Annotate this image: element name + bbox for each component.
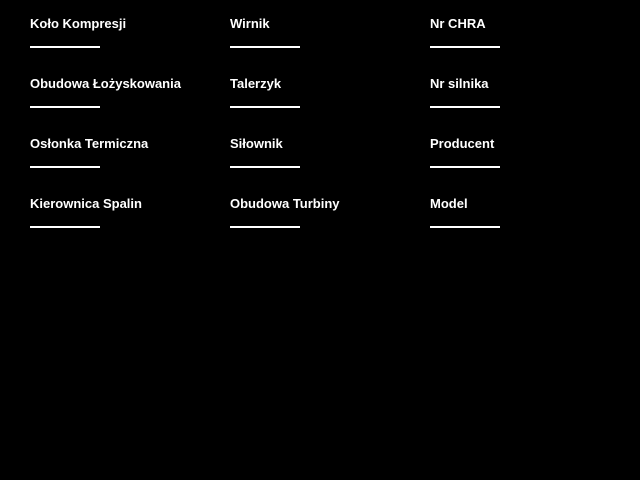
field-label-oslonka-termiczna: Osłonka Termiczna xyxy=(30,136,149,151)
input-model[interactable] xyxy=(430,214,500,228)
field-model xyxy=(430,196,620,228)
field-label-obudowa-lozyskowania: Obudowa Łożyskowania xyxy=(30,76,181,91)
input-obudowa-turbiny[interactable] xyxy=(230,214,300,228)
field-label-kierownica-spalin: Kierownica Spalin xyxy=(30,196,142,211)
field-kierownica-spalin xyxy=(30,196,220,228)
field-obudowa-lozyskowania xyxy=(30,76,220,108)
field-obudowa-turbiny xyxy=(230,196,420,228)
input-obudowa-lozyskowania[interactable] xyxy=(30,94,100,108)
field-oslonka-termiczna xyxy=(30,136,220,168)
field-silownik xyxy=(230,136,420,168)
input-silownik[interactable] xyxy=(230,154,300,168)
field-wirnik xyxy=(230,16,420,48)
field-nr-chra xyxy=(430,16,620,48)
field-talerzyk xyxy=(230,76,420,108)
input-talerzyk[interactable] xyxy=(230,94,300,108)
input-kolo-kompresji[interactable] xyxy=(30,34,100,48)
field-nr-silnika xyxy=(430,76,620,108)
input-nr-silnika[interactable] xyxy=(430,94,500,108)
field-label-obudowa-turbiny: Obudowa Turbiny xyxy=(230,196,340,211)
field-label-model: Model xyxy=(430,196,468,211)
input-nr-chra[interactable] xyxy=(430,34,500,48)
field-producent xyxy=(430,136,620,168)
field-label-nr-silnika: Nr silnika xyxy=(430,76,489,91)
field-label-nr-chra: Nr CHRA xyxy=(430,16,486,31)
input-kierownica-spalin[interactable] xyxy=(30,214,100,228)
input-producent[interactable] xyxy=(430,154,500,168)
field-label-silownik: Siłownik xyxy=(230,136,283,151)
field-label-talerzyk: Talerzyk xyxy=(230,76,282,91)
field-label-wirnik: Wirnik xyxy=(230,16,270,31)
field-kolo-kompresji xyxy=(30,16,220,48)
input-oslonka-termiczna[interactable] xyxy=(30,154,100,168)
field-label-producent: Producent xyxy=(430,136,495,151)
field-label-kolo-kompresji: Koło Kompresji xyxy=(30,16,127,31)
input-wirnik[interactable] xyxy=(230,34,300,48)
